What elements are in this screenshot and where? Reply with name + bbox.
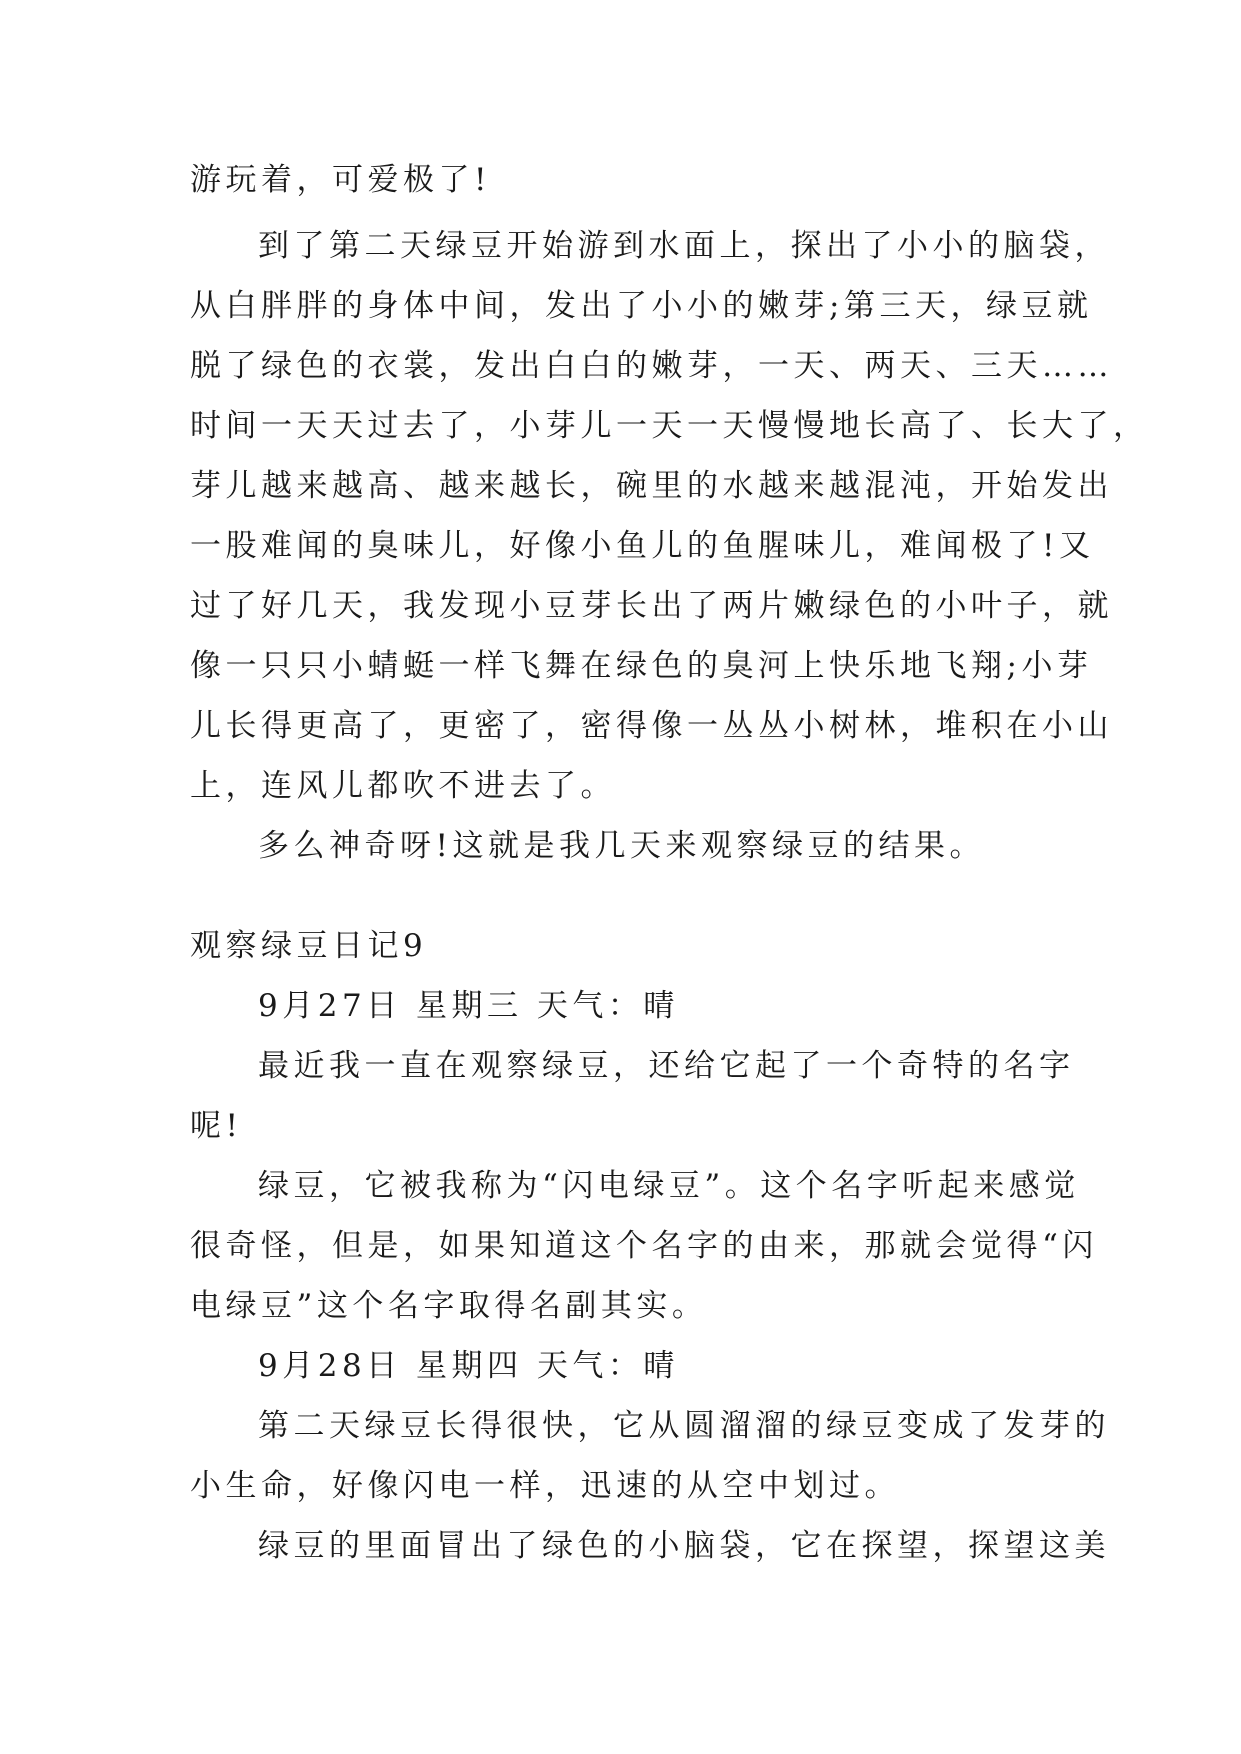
diary-date-line: 9月27日 星期三 天气：晴 — [258, 988, 679, 1024]
text-line: 最近我一直在观察绿豆，还给它起了一个奇特的名字 — [258, 1048, 1075, 1084]
text-line: 脱了绿色的衣裳，发出白白的嫩芽，一天、两天、三天…… — [190, 348, 1113, 384]
text-line: 儿长得更高了，更密了，密得像一丛丛小树林，堆积在小山 — [190, 708, 1113, 744]
text-line: 多么神奇呀!这就是我几天来观察绿豆的结果。 — [258, 828, 985, 864]
text-line: 游玩着，可爱极了! — [190, 162, 491, 198]
text-line: 从白胖胖的身体中间，发出了小小的嫩芽;第三天，绿豆就 — [190, 288, 1093, 324]
text-line: 到了第二天绿豆开始游到水面上，探出了小小的脑袋， — [258, 228, 1110, 264]
section-heading: 观察绿豆日记9 — [190, 928, 428, 964]
text-line: 绿豆，它被我称为“闪电绿豆”。这个名字听起来感觉 — [258, 1168, 1080, 1204]
text-line: 过了好几天，我发现小豆芽长出了两片嫩绿色的小叶子，就 — [190, 588, 1113, 624]
text-line: 第二天绿豆长得很快，它从圆溜溜的绿豆变成了发芽的 — [258, 1408, 1110, 1444]
text-line: 小生命，好像闪电一样，迅速的从空中划过。 — [190, 1468, 900, 1504]
text-line: 呢! — [190, 1108, 243, 1144]
text-line: 时间一天天过去了，小芽儿一天一天慢慢地长高了、长大了， — [190, 408, 1149, 444]
diary-date-line: 9月28日 星期四 天气：晴 — [258, 1348, 679, 1384]
text-line: 很奇怪，但是，如果知道这个名字的由来，那就会觉得“闪 — [190, 1228, 1098, 1264]
text-line: 绿豆的里面冒出了绿色的小脑袋，它在探望，探望这美 — [258, 1528, 1110, 1564]
text-line: 像一只只小蜻蜓一样飞舞在绿色的臭河上快乐地飞翔;小芽 — [190, 648, 1093, 684]
text-line: 一股难闻的臭味儿，好像小鱼儿的鱼腥味儿，难闻极了!又 — [190, 528, 1095, 564]
text-line: 电绿豆”这个名字取得名副其实。 — [190, 1288, 708, 1324]
text-line: 芽儿越来越高、越来越长，碗里的水越来越混沌，开始发出 — [190, 468, 1113, 504]
text-line: 上，连风儿都吹不进去了。 — [190, 768, 616, 804]
